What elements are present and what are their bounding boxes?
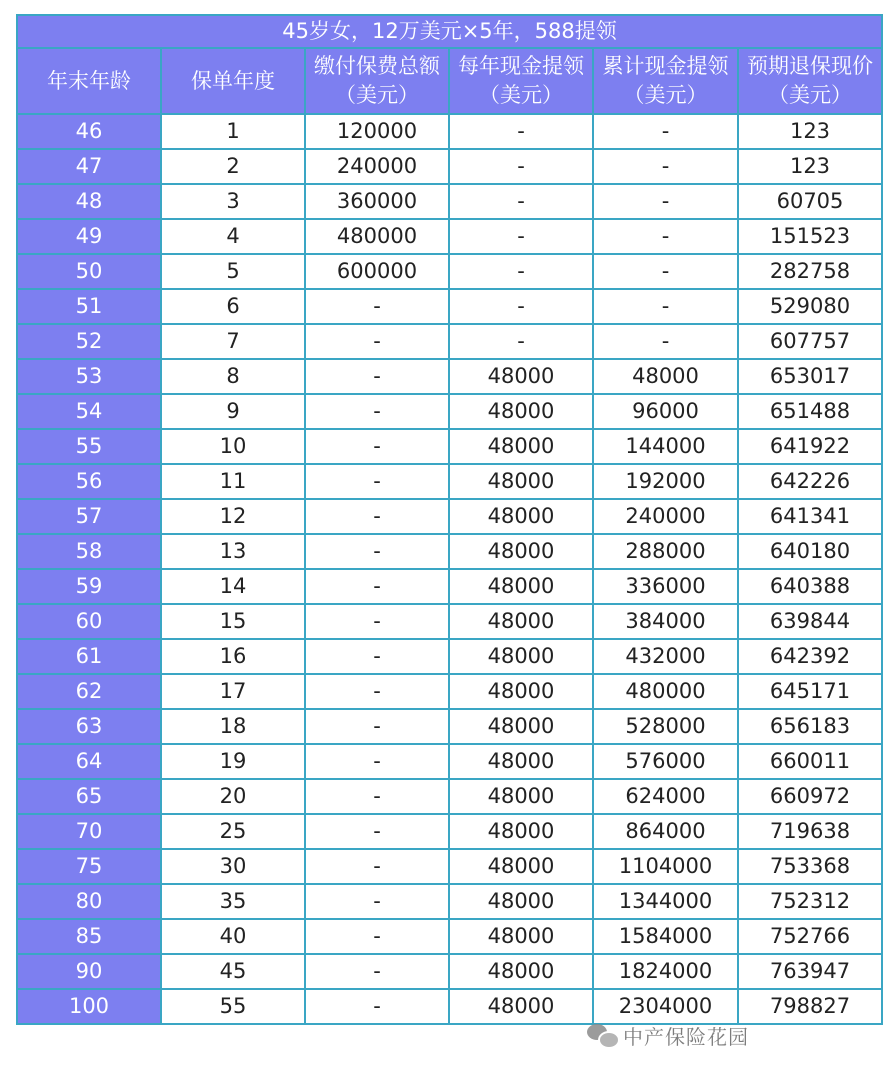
policy-year-cell: 15 [161, 604, 305, 639]
age-cell: 62 [17, 674, 161, 709]
premium-cell: - [305, 639, 449, 674]
age-cell: 85 [17, 919, 161, 954]
cumulative-withdrawal-cell: - [593, 149, 738, 184]
surrender-value-cell: 60705 [738, 184, 882, 219]
policy-year-cell: 19 [161, 744, 305, 779]
surrender-value-cell: 763947 [738, 954, 882, 989]
surrender-value-cell: 656183 [738, 709, 882, 744]
premium-cell: - [305, 709, 449, 744]
policy-year-cell: 1 [161, 114, 305, 149]
table-row [17, 219, 882, 254]
premium-cell: - [305, 744, 449, 779]
surrender-value-cell: 660972 [738, 779, 882, 814]
premium-cell: - [305, 359, 449, 394]
age-cell: 56 [17, 464, 161, 499]
age-cell: 100 [17, 989, 161, 1024]
premium-cell: - [305, 499, 449, 534]
annual-withdrawal-cell: 48000 [449, 919, 593, 954]
cumulative-withdrawal-cell: 1104000 [593, 849, 738, 884]
annual-withdrawal-cell: 48000 [449, 779, 593, 814]
cumulative-withdrawal-cell: 336000 [593, 569, 738, 604]
table-row [17, 989, 882, 1024]
cumulative-withdrawal-cell: 384000 [593, 604, 738, 639]
surrender-value-cell: 640388 [738, 569, 882, 604]
surrender-value-cell: 752312 [738, 884, 882, 919]
cumulative-withdrawal-cell: 1824000 [593, 954, 738, 989]
policy-year-cell: 3 [161, 184, 305, 219]
annual-withdrawal-cell: 48000 [449, 744, 593, 779]
cumulative-withdrawal-cell: 528000 [593, 709, 738, 744]
annual-withdrawal-cell: 48000 [449, 709, 593, 744]
surrender-value-cell: 651488 [738, 394, 882, 429]
annual-withdrawal-cell: 48000 [449, 499, 593, 534]
age-cell: 65 [17, 779, 161, 814]
table-row [17, 674, 882, 709]
table-row [17, 464, 882, 499]
policy-year-cell: 35 [161, 884, 305, 919]
cumulative-withdrawal-cell: - [593, 114, 738, 149]
table-row [17, 499, 882, 534]
premium-cell: - [305, 814, 449, 849]
annual-withdrawal-cell: - [449, 219, 593, 254]
premium-cell: - [305, 989, 449, 1024]
annual-withdrawal-cell: 48000 [449, 674, 593, 709]
premium-cell: - [305, 324, 449, 359]
annual-withdrawal-cell: 48000 [449, 534, 593, 569]
illustration-table [16, 14, 883, 1025]
policy-year-cell: 20 [161, 779, 305, 814]
table-row [17, 639, 882, 674]
table-row [17, 184, 882, 219]
policy-year-cell: 9 [161, 394, 305, 429]
table-row [17, 954, 882, 989]
age-cell: 48 [17, 184, 161, 219]
premium-cell: - [305, 884, 449, 919]
age-cell: 54 [17, 394, 161, 429]
policy-year-cell: 7 [161, 324, 305, 359]
policy-year-cell: 40 [161, 919, 305, 954]
premium-cell: - [305, 849, 449, 884]
surrender-value-cell: 660011 [738, 744, 882, 779]
table-row [17, 254, 882, 289]
annual-withdrawal-cell: 48000 [449, 989, 593, 1024]
surrender-value-cell: 282758 [738, 254, 882, 289]
table-row [17, 849, 882, 884]
table-row [17, 569, 882, 604]
table-row [17, 394, 882, 429]
policy-year-cell: 6 [161, 289, 305, 324]
watermark-text: 中产保险花园 [623, 1024, 749, 1049]
surrender-value-cell: 642226 [738, 464, 882, 499]
table-row [17, 814, 882, 849]
surrender-value-cell: 798827 [738, 989, 882, 1024]
policy-year-cell: 4 [161, 219, 305, 254]
table-row [17, 534, 882, 569]
age-cell: 61 [17, 639, 161, 674]
table-row [17, 289, 882, 324]
policy-year-cell: 13 [161, 534, 305, 569]
surrender-value-cell: 653017 [738, 359, 882, 394]
annual-withdrawal-cell: - [449, 254, 593, 289]
policy-year-cell: 10 [161, 429, 305, 464]
annual-withdrawal-cell: 48000 [449, 394, 593, 429]
policy-year-cell: 12 [161, 499, 305, 534]
surrender-value-cell: 640180 [738, 534, 882, 569]
surrender-value-cell: 752766 [738, 919, 882, 954]
age-cell: 75 [17, 849, 161, 884]
surrender-value-cell: 641922 [738, 429, 882, 464]
cumulative-withdrawal-cell: 2304000 [593, 989, 738, 1024]
annual-withdrawal-cell: - [449, 289, 593, 324]
policy-year-cell: 55 [161, 989, 305, 1024]
premium-cell: - [305, 604, 449, 639]
annual-withdrawal-cell: - [449, 149, 593, 184]
policy-year-cell: 14 [161, 569, 305, 604]
header-total-premium: 缴付保费总额（美元） [305, 48, 449, 114]
cumulative-withdrawal-cell: 144000 [593, 429, 738, 464]
cumulative-withdrawal-cell: 1584000 [593, 919, 738, 954]
age-cell: 55 [17, 429, 161, 464]
surrender-value-cell: 607757 [738, 324, 882, 359]
annual-withdrawal-cell: - [449, 324, 593, 359]
cumulative-withdrawal-cell: 96000 [593, 394, 738, 429]
age-cell: 51 [17, 289, 161, 324]
age-cell: 80 [17, 884, 161, 919]
header-surrender-value: 预期退保现价（美元） [738, 48, 882, 114]
policy-year-cell: 5 [161, 254, 305, 289]
policy-year-cell: 16 [161, 639, 305, 674]
age-cell: 90 [17, 954, 161, 989]
policy-year-cell: 25 [161, 814, 305, 849]
cumulative-withdrawal-cell: - [593, 184, 738, 219]
premium-cell: 240000 [305, 149, 449, 184]
policy-year-cell: 45 [161, 954, 305, 989]
cumulative-withdrawal-cell: - [593, 324, 738, 359]
table-row [17, 744, 882, 779]
policy-year-cell: 30 [161, 849, 305, 884]
policy-year-cell: 2 [161, 149, 305, 184]
cumulative-withdrawal-cell: 432000 [593, 639, 738, 674]
policy-year-cell: 18 [161, 709, 305, 744]
table-row [17, 429, 882, 464]
wechat-icon [587, 1022, 617, 1048]
header-annual-withdrawal: 每年现金提领（美元） [449, 48, 593, 114]
age-cell: 53 [17, 359, 161, 394]
cumulative-withdrawal-cell: 192000 [593, 464, 738, 499]
table-row [17, 604, 882, 639]
age-cell: 60 [17, 604, 161, 639]
premium-cell: 600000 [305, 254, 449, 289]
age-cell: 49 [17, 219, 161, 254]
table-row [17, 324, 882, 359]
cumulative-withdrawal-cell: 624000 [593, 779, 738, 814]
annual-withdrawal-cell: 48000 [449, 814, 593, 849]
cumulative-withdrawal-cell: 1344000 [593, 884, 738, 919]
cumulative-withdrawal-cell: 480000 [593, 674, 738, 709]
annual-withdrawal-cell: 48000 [449, 429, 593, 464]
surrender-value-cell: 719638 [738, 814, 882, 849]
header-policy-year: 保单年度 [161, 48, 305, 114]
cumulative-withdrawal-cell: 240000 [593, 499, 738, 534]
age-cell: 52 [17, 324, 161, 359]
surrender-value-cell: 123 [738, 114, 882, 149]
age-cell: 70 [17, 814, 161, 849]
cumulative-withdrawal-cell: - [593, 289, 738, 324]
premium-cell: - [305, 674, 449, 709]
annual-withdrawal-cell: 48000 [449, 849, 593, 884]
policy-year-cell: 11 [161, 464, 305, 499]
annual-withdrawal-cell: 48000 [449, 359, 593, 394]
table-row [17, 884, 882, 919]
title-row [17, 15, 882, 48]
policy-year-cell: 8 [161, 359, 305, 394]
table-row [17, 919, 882, 954]
age-cell: 63 [17, 709, 161, 744]
cumulative-withdrawal-cell: 288000 [593, 534, 738, 569]
premium-cell: - [305, 779, 449, 814]
annual-withdrawal-cell: 48000 [449, 604, 593, 639]
annual-withdrawal-cell: 48000 [449, 569, 593, 604]
surrender-value-cell: 123 [738, 149, 882, 184]
age-cell: 50 [17, 254, 161, 289]
cumulative-withdrawal-cell: 864000 [593, 814, 738, 849]
table-row [17, 709, 882, 744]
premium-cell: - [305, 569, 449, 604]
annual-withdrawal-cell: 48000 [449, 639, 593, 674]
premium-cell: 120000 [305, 114, 449, 149]
age-cell: 46 [17, 114, 161, 149]
premium-cell: - [305, 464, 449, 499]
premium-cell: 480000 [305, 219, 449, 254]
premium-cell: - [305, 954, 449, 989]
annual-withdrawal-cell: - [449, 184, 593, 219]
premium-cell: - [305, 534, 449, 569]
table-title: 45岁女，12万美元×5年，588提领 [17, 15, 882, 48]
age-cell: 64 [17, 744, 161, 779]
surrender-value-cell: 641341 [738, 499, 882, 534]
cumulative-withdrawal-cell: - [593, 254, 738, 289]
age-cell: 47 [17, 149, 161, 184]
premium-cell: - [305, 429, 449, 464]
table-row [17, 114, 882, 149]
annual-withdrawal-cell: - [449, 114, 593, 149]
cumulative-withdrawal-cell: - [593, 219, 738, 254]
premium-cell: - [305, 289, 449, 324]
annual-withdrawal-cell: 48000 [449, 954, 593, 989]
header-row [17, 48, 882, 114]
premium-cell: - [305, 919, 449, 954]
surrender-value-cell: 639844 [738, 604, 882, 639]
age-cell: 59 [17, 569, 161, 604]
cumulative-withdrawal-cell: 48000 [593, 359, 738, 394]
annual-withdrawal-cell: 48000 [449, 464, 593, 499]
premium-cell: 360000 [305, 184, 449, 219]
surrender-value-cell: 151523 [738, 219, 882, 254]
age-cell: 57 [17, 499, 161, 534]
header-cumulative-withdrawal: 累计现金提领（美元） [593, 48, 738, 114]
table-row [17, 149, 882, 184]
policy-year-cell: 17 [161, 674, 305, 709]
table-row [17, 359, 882, 394]
wechat-watermark [587, 1018, 749, 1052]
surrender-value-cell: 642392 [738, 639, 882, 674]
surrender-value-cell: 645171 [738, 674, 882, 709]
surrender-value-cell: 753368 [738, 849, 882, 884]
premium-cell: - [305, 394, 449, 429]
annual-withdrawal-cell: 48000 [449, 884, 593, 919]
surrender-value-cell: 529080 [738, 289, 882, 324]
age-cell: 58 [17, 534, 161, 569]
table-row [17, 779, 882, 814]
header-age: 年末年龄 [17, 48, 161, 114]
cumulative-withdrawal-cell: 576000 [593, 744, 738, 779]
